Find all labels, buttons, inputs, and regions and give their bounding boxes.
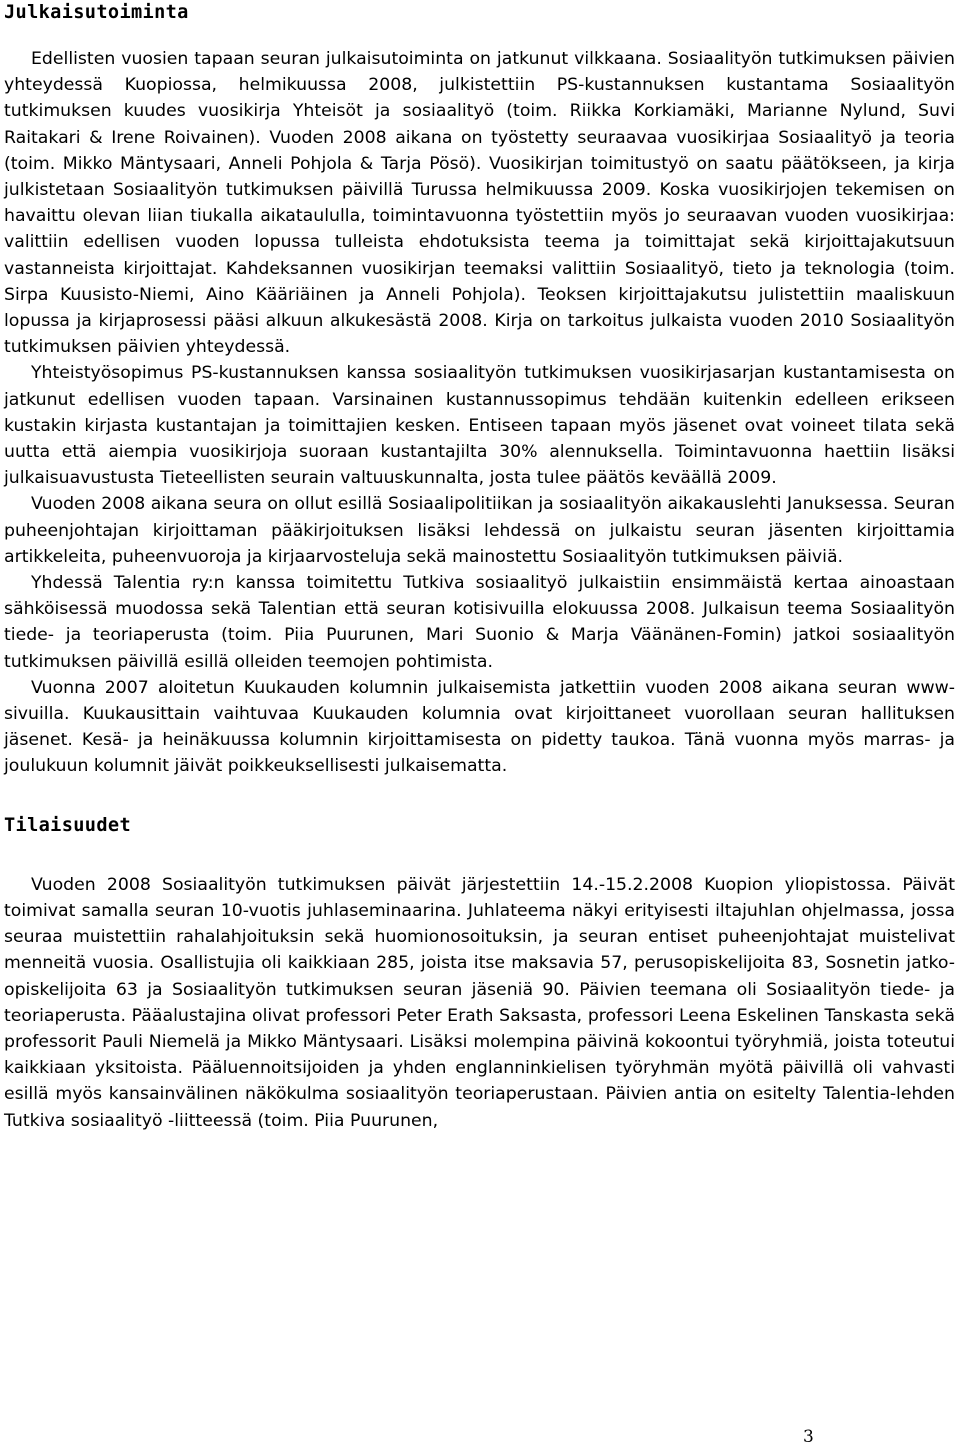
- paragraph: Vuonna 2007 aloitetun Kuukauden kolumnin julkaisemista jatkettiin vuoden 2008 aikana seuran www-sivuilla. Kuukausittain vaihtuvaa Kuukauden kolumnia ovat kirjoittaneet vuorollaan seuran hallituksen jäsenet. Kesä- ja heinäkuussa kolumnin kirjoittamisesta on pidetty taukoa. Tänä vuonna myös marras- ja joulukuun kolumnit jäivät poikkeuksellisesti julkaisematta.: [4, 677, 955, 777]
- spacer: [4, 25, 955, 46]
- paragraph: Edellisten vuosien tapaan seuran julkaisutoiminta on jatkunut vilkkaana. Sosiaalityön tutkimuksen päivien yhteydessä Kuopiossa, helmikuussa 2008, julkistettiin PS-kustannuksen kustantama Sosiaalityön tutkimuksen kuudes vuosikirja Yhteisöt ja sosiaalityö (toim. Riikka Korkiamäki, Marianne Nylund, Suvi Raitakari & Irene Roivainen). Vuoden 2008 aikana on työstetty seuraavaa vuosikirjaa Sosiaalityö ja teoria (toim. Mikko Mäntysaari, Anneli Pohjola & Tarja Pösö). Vuosikirjan toimitustyö on saatu päätökseen, ja kirja julkistetaan Sosiaalityön tutkimuksen päivillä Turussa helmikuussa 2009. Koska vuosikirjojen tekemisen on havaittu olevan liian tiukalla aikataululla, toimintavuonna työstettiin myös jo seuraavan vuoden vuosikirjaa: valittiin edellisen vuoden lopussa tulleista ehdotuksista teema ja toimittajat sekä kirjoittajakutsuun vastanneista kirjoittajat. Kahdeksannen vuosikirjan teemaksi valittiin Sosiaalityö, tieto ja teknologia (toim. Sirpa Kuusisto-Niemi, Aino Kääriäinen ja Anneli Pohjola). Teoksen kirjoittajakutsu julistettiin maaliskuun lopussa ja kirjaprosessi pääsi alkuun alkukesästä 2008. Kirja on tarkoitus julkaista vuoden 2010 Sosiaalityön tutkimuksen päivien yhteydessä.: [4, 49, 955, 358]
- section-heading-julkaisutoiminta: Julkaisutoiminta: [4, 2, 189, 23]
- paragraph: Vuoden 2008 aikana seura on ollut esillä Sosiaalipolitiikan ja sosiaalityön aikakauslehti Januksessa. Seuran puheenjohtajan kirjoittaman pääkirjoituksen lisäksi lehdessä on julkaistu seuran jäsenten kirjoittamia artikkeleita, puheenvuoroja ja kirjaarvosteluja sekä mainostettu Sosiaalityön tutkimuksen päiviä.: [4, 494, 955, 567]
- paragraph: Vuoden 2008 Sosiaalityön tutkimuksen päivät järjestettiin 14.-15.2.2008 Kuopion yliopistossa. Päivät toimivat samalla seuran 10-vuotis juhlaseminaarina. Juhlateema näkyi erityisesti iltajuhlan ohjelmassa, jossa seuraa muistettiin rahalahjoituksin sekä huomionosoituksin, ja seuran entiset puheenjohtajat muistelivat menneitä vuosia. Osallistujia oli kaikkiaan 285, joista itse maksavia 57, perusopiskelijoita 83, Sosnetin jatko-opiskelijoita 63 ja Sosiaalityön tutkimuksen seuran jäseniä 90. Päivien teemana oli Sosiaalityön tiede- ja teoriaperusta. Pääalustajina olivat professori Peter Erath Saksasta, professori Leena Eskelinen Tanskasta sekä professorit Pauli Niemelä ja Mikko Mäntysaari. Lisäksi molempina päivinä kokoontui työryhmiä, joista toteutui kaikkiaan yksitoista. Pääluennoitsijoiden ja yhden englanninkielisen työryhmän myötä päivillä oli vahvasti esillä myös kansainvälinen näkökulma sosiaalityön teoriaperustaan. Päivien antia on esitelty Talentia-lehden Tutkiva sosiaalityö -liitteessä (toim. Piia Puurunen,: [4, 874, 955, 1131]
- paragraph: Yhteistyösopimus PS-kustannuksen kanssa sosiaalityön tutkimuksen vuosikirjasarjan kustantamisesta on jatkunut edellisen vuoden tapaan. Varsinainen kustannussopimus tehdään kuitenkin edelleen erikseen kustakin kirjasta kustantajan ja toimittajien kesken. Entiseen tapaan myös jäsenet ovat voineet tilata sekä uutta että aiempia vuosikirjoja suoraan kustantajilta 30% alennuksella. Toimintavuonna haettiin lisäksi julkaisuavustusta Tieteellisten seurain valtuuskunnalta, josta tulee päätös keväällä 2009.: [4, 363, 955, 489]
- page-number: 3: [803, 1427, 814, 1447]
- paragraph: Yhdessä Talentia ry:n kanssa toimitettu Tutkiva sosiaalityö julkaistiin ensimmäistä kertaa ainoastaan sähköisessä muodossa sekä Talentian että seuran kotisivuilla elokuussa 2008. Julkaisun teema Sosiaalityön tiede- ja teoriaperusta (toim. Piia Puurunen, Mari Suonio & Marja Väänänen-Fomin) jatkoi sosiaalityön tutkimuksen päivillä esillä olleiden teemojen pohtimista.: [4, 573, 955, 672]
- document-page: [4, 0, 955, 1134]
- section-heading-tilaisuudet: Tilaisuudet: [4, 814, 131, 836]
